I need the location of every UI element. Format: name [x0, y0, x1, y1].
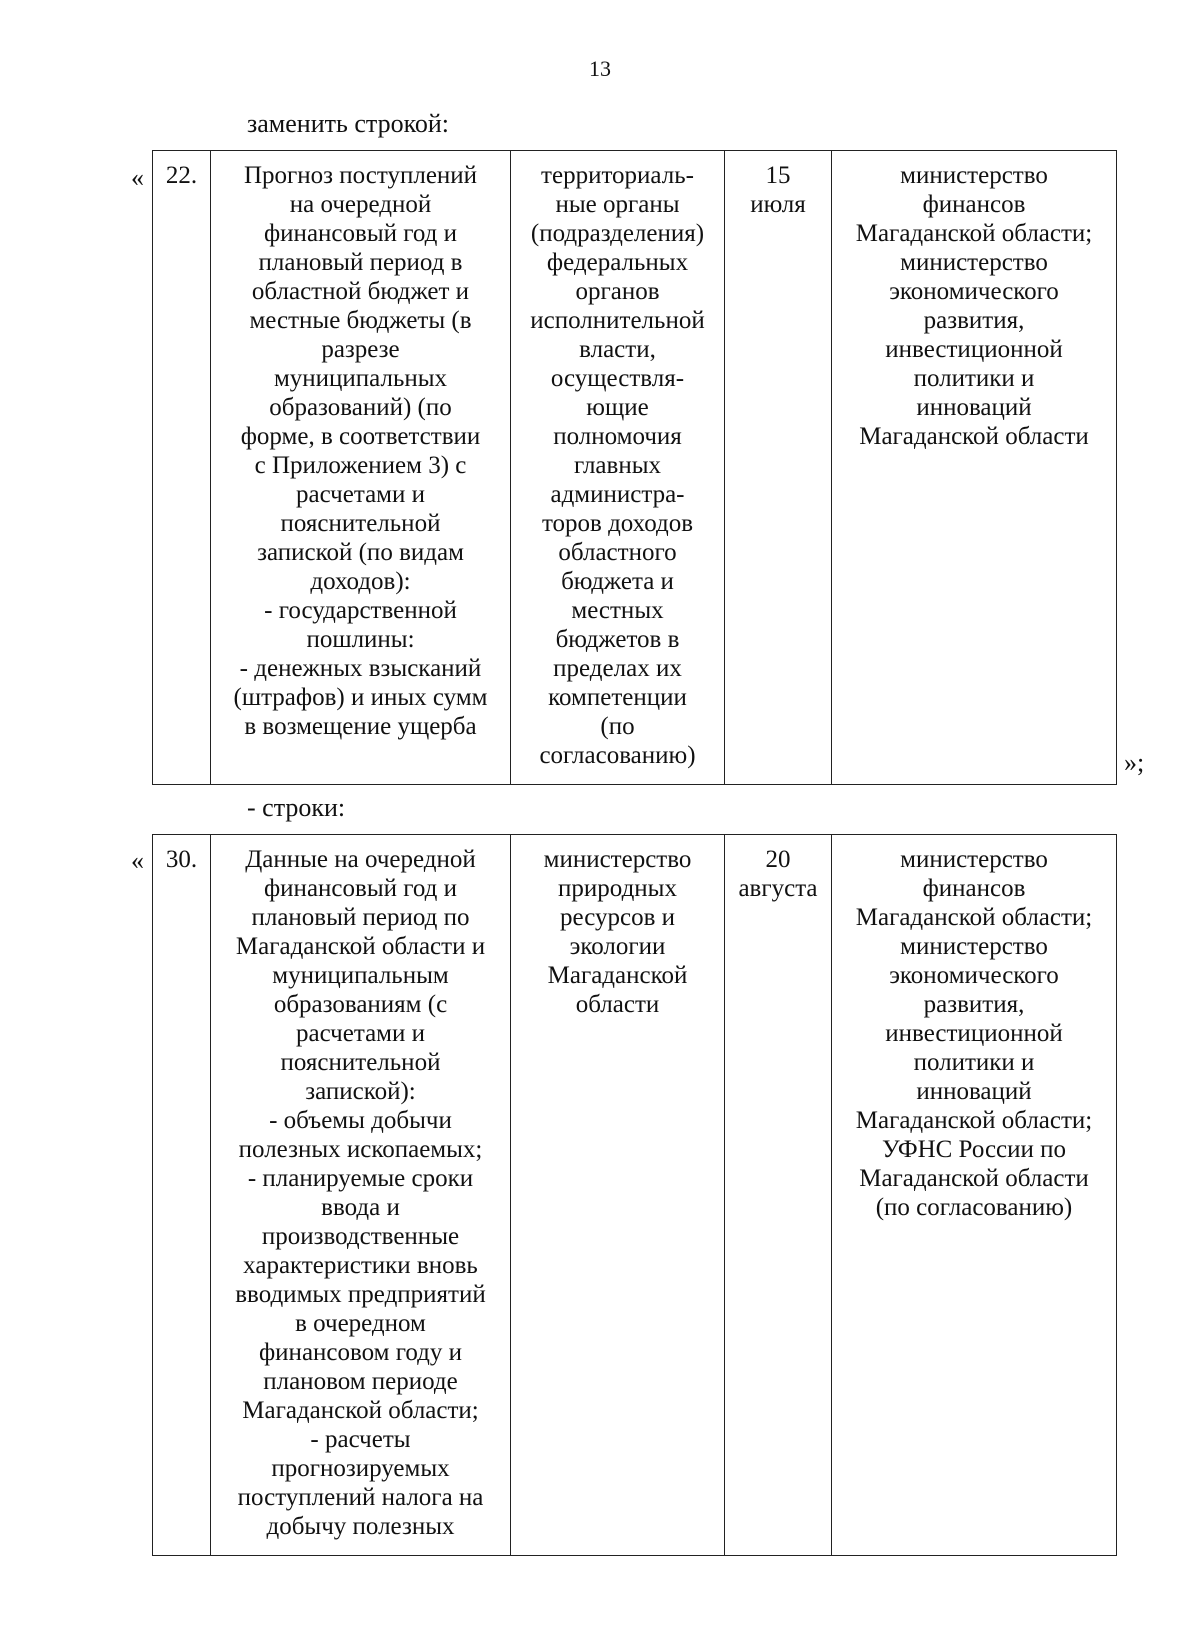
opening-quote-mark: « — [131, 846, 144, 875]
rows-caption: - строки: — [247, 793, 346, 822]
recipient-cell: министерство финансов Магаданской области; министерство экономического развития, инвестиционной политики и инноваций Магаданской области; УФНС России по Магаданской области (по согласованию) — [832, 835, 1117, 1556]
executor-cell: министерство природных ресурсов и экологии Магаданской области — [511, 835, 725, 1556]
description-cell: Прогноз поступлений на очередной финансовый год и плановый период в областной бюджет и местные бюджеты (в разрезе муниципальных образований) (по форме, в соответствии с Приложением 3) с расчетами и пояснительной запиской (по видам доходов): - государственной пошлины: - денежных взысканий (штрафов) и иных сумм в возмещение ущерба — [211, 151, 511, 785]
description-cell: Данные на очередной финансовый год и плановый период по Магаданской области и муниципальным образованиям (с расчетами и пояснительной запиской): - объемы добычи полезных ископаемых; - планируемые сроки ввода и производственные характеристики вновь вводимых предприятий в очередном финансовом году и плановом периоде Магаданской области; - расчеты прогнозируемых поступлений налога на добычу полезных — [211, 835, 511, 1556]
recipient-cell: министерство финансов Магаданской области; министерство экономического развития, инвестиционной политики и инноваций Магаданской области — [832, 151, 1117, 785]
row-number-cell: 22. — [153, 151, 211, 785]
opening-quote-mark: « — [131, 163, 144, 192]
deadline-cell: 20 августа — [725, 835, 832, 1556]
closing-quote-mark: »; — [1124, 748, 1145, 777]
table-row — [153, 151, 1117, 785]
page-number: 13 — [589, 56, 611, 81]
deadline-cell: 15 июля — [725, 151, 832, 785]
table-row — [153, 835, 1117, 1556]
replacement-row-table — [152, 150, 1117, 785]
rows-table — [152, 834, 1117, 1556]
replace-caption: заменить строкой: — [247, 109, 450, 138]
executor-cell: территориаль- ные органы (подразделения) федеральных органов исполнительной власти, осуществля- ющие полномочия главных администра- торов доходов областного бюджета и местных бюджетов в пределах их компетенции (по согласованию) — [511, 151, 725, 785]
row-number-cell: 30. — [153, 835, 211, 1556]
